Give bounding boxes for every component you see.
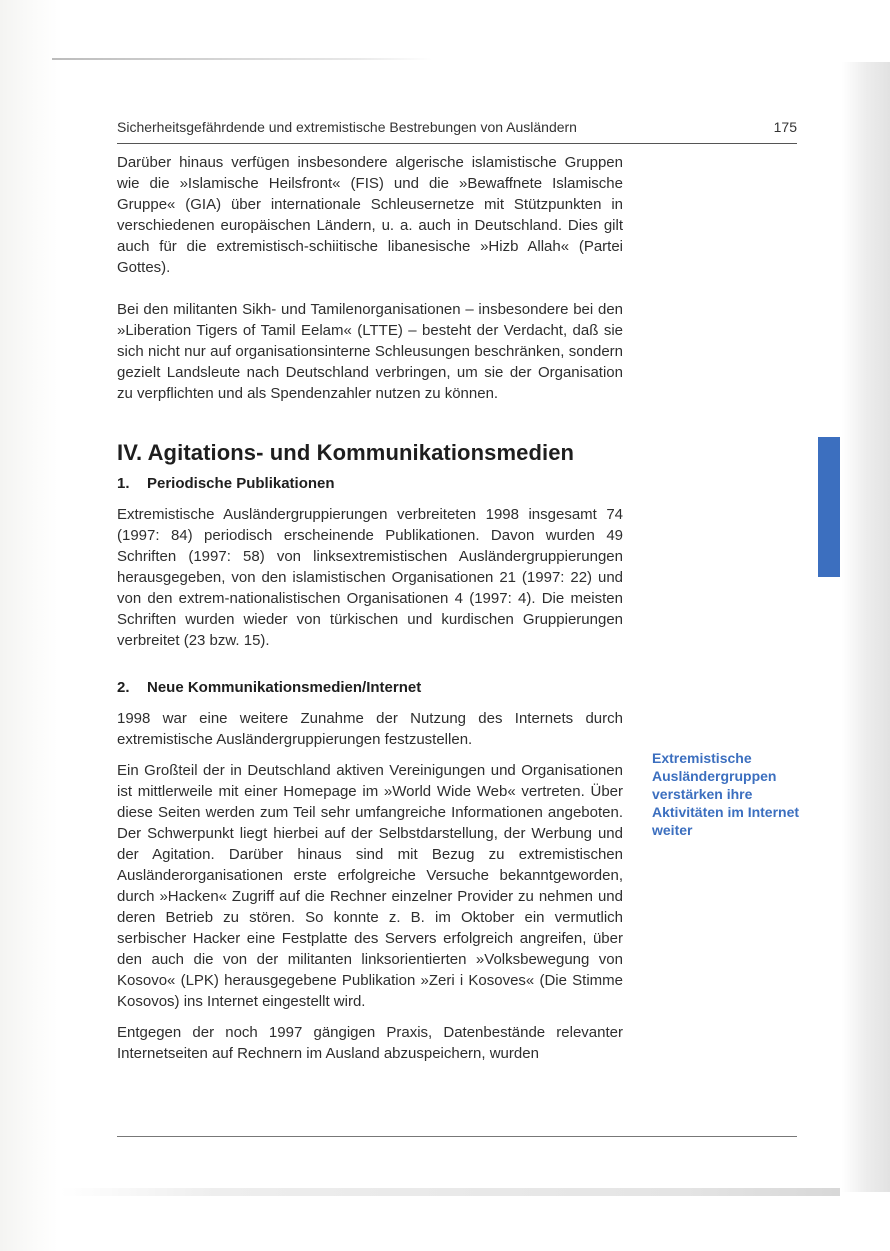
page-number: 175 (773, 119, 797, 135)
header-rule (117, 143, 797, 144)
section-2-title: Neue Kommunikationsmedien/Internet (147, 679, 422, 696)
chapter-thumb-tab (818, 437, 840, 577)
main-text-column (117, 152, 623, 1064)
running-head-title: Sicherheitsgefährdende und extremistische Bestrebungen von Ausländern (117, 119, 577, 135)
section-1-heading (117, 474, 623, 494)
section-1-title: Periodische Publikationen (147, 475, 335, 492)
section-2-paragraph-2: Ein Großteil der in Deutschland aktiven Vereinigungen und Organisationen ist mittlerweile mit einer Homepage im »World Wide Web« vertreten. Über diese Seiten werden zum Teil sehr umfangreiche Informationen angeboten. Der Schwerpunkt liegt hierbei auf der Selbstdarstellung, der Werbung und der Agitation. Darüber hinaus sind mit Bezug zu extremistischen Ausländerorganisationen erste erfolgreiche Versuche bekanntgeworden, durch »Hacken« Zugriff auf die Rechner einzelner Provider zu nehmen und deren Betrieb zu stören. So konnte z. B. im Oktober ein vermutlich serbischer Hacker eine Festplatte des Servers erfolgreich angreifen, über den auch die von der militanten linksorientierten »Volksbewegung von Kosovo« (LPK) herausgegebene Publikation »Zeri i Kosoves« (Die Stimme Kosovos) ins Internet eingestellt wird. (117, 762, 623, 1010)
section-2-paragraph-3: Entgegen der noch 1997 gängigen Praxis, Datenbestände relevanter Internetseiten auf Rechnern im Ausland abzuspeichern, wurden (117, 1024, 623, 1062)
intro-paragraph-1: Darüber hinaus verfügen insbesondere algerische islamistische Gruppen wie die »Islamische Heilsfront« (FIS) und die »Bewaffnete Islamische Gruppe« (GIA) über internationale Schleusernetze mit Stützpunkten in verschiedenen europäischen Ländern, u. a. auch in Deutschland. Dies gilt auch für die extremistisch-schiitische libanesische »Hizb Allah« (Partei Gottes). (117, 154, 623, 276)
intro-paragraph-2: Bei den militanten Sikh- und Tamilenorganisationen – insbesondere bei den »Liberation Tigers of Tamil Eelam« (LTTE) – besteht der Verdacht, daß sie sich nicht nur auf organisationsinterne Schleusungen beschränken, sondern gezielt Landsleute nach Deutschland verbringen, um sie der Organisation zu verpflichten und als Spendenzahler nutzen zu können. (117, 301, 623, 402)
section-2-heading (117, 678, 623, 698)
scan-top-edge (52, 58, 432, 60)
footer-rule (117, 1136, 797, 1137)
section-2-paragraph-1: 1998 war eine weitere Zunahme der Nutzung des Internets durch extremistische Ausländergruppierungen festzustellen. (117, 710, 623, 748)
chapter-heading: IV. Agitations- und Kommunikationsmedien (117, 440, 575, 465)
section-1-number: 1. (117, 475, 130, 492)
section-1-paragraph: Extremistische Ausländergruppierungen verbreiteten 1998 insgesamt 74 (1997: 84) periodisch erscheinende Publikationen. Davon wurden 49 Schriften (1997: 58) von linksextremistischen Ausländergruppierungen herausgegeben, von den islamistischen Organisationen 21 (1997: 22) und von den extrem-nationalistischen Organisationen 4 (1997: 4). Die meisten Schriften wurden wieder von türkischen und kurdischen Gruppierungen verbreitet (23 bzw. 15). (117, 506, 623, 649)
section-2-number: 2. (117, 679, 130, 696)
scan-left-margin (0, 0, 58, 1251)
margin-note: Extremistische Ausländergruppen verstärken ihre Aktivitäten im Internet weiter (652, 750, 800, 838)
scan-bottom-edge (60, 1188, 840, 1196)
running-head (117, 119, 797, 135)
scan-right-margin (842, 62, 890, 1192)
